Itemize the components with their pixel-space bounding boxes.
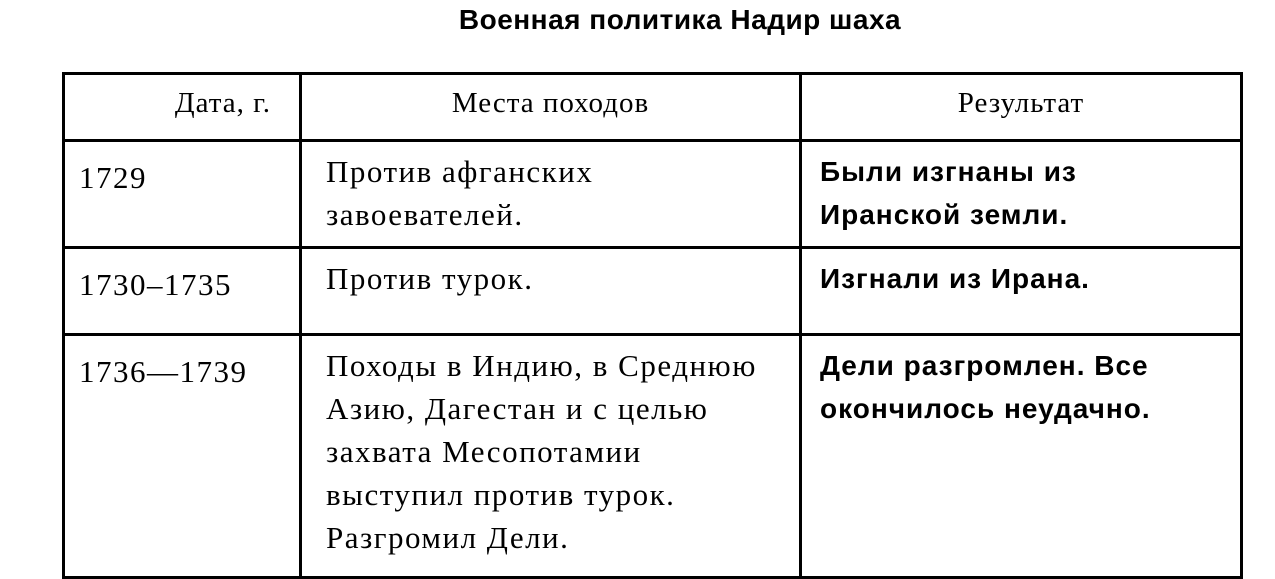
row-date: 1736—1739	[64, 335, 301, 578]
header-result: Результат	[801, 74, 1242, 141]
history-table	[62, 72, 1243, 579]
header-places: Места походов	[301, 74, 801, 141]
table-row	[64, 335, 1242, 578]
row-date: 1729	[64, 141, 301, 248]
row-result: Были изгнаны из Иранской земли.	[801, 141, 1242, 248]
row-result: Дели разгромлен. Все окончилось неудачно.	[801, 335, 1242, 578]
table-row	[64, 141, 1242, 248]
row-result: Изгнали из Ирана.	[801, 248, 1242, 335]
row-places: Против афганских завоевателей.	[301, 141, 801, 248]
row-date: 1730–1735	[64, 248, 301, 335]
table-row	[64, 248, 1242, 335]
row-places: Походы в Индию, в Среднюю Азию, Дагестан и с целью захвата Месопотамии выступил против турок. Разгромил Дели.	[301, 335, 801, 578]
header-row	[64, 74, 1242, 141]
header-date: Дата, г.	[64, 74, 301, 141]
document-title: Военная политика Надир шаха	[458, 4, 902, 35]
row-places: Против турок.	[301, 248, 801, 335]
